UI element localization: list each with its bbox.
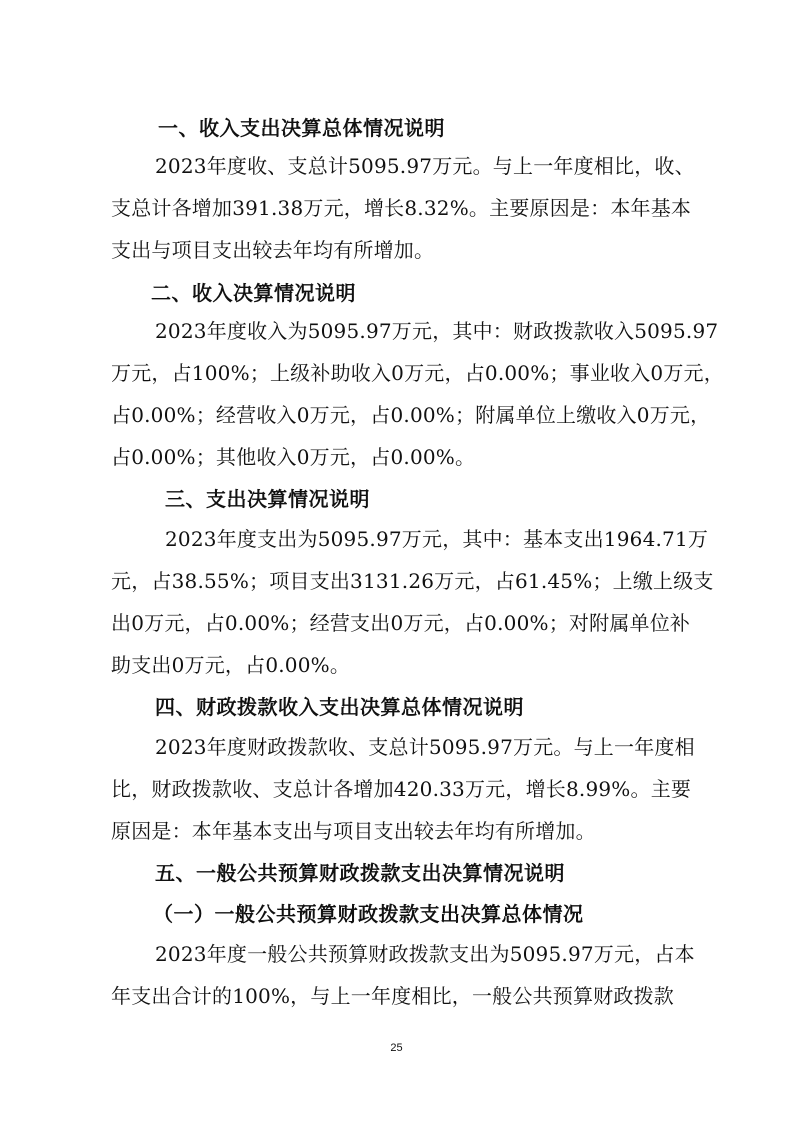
- paragraph-line: 元，占38.55%；项目支出3131.26万元，占61.45%；上缴上级支: [111, 569, 714, 593]
- page-number: 25: [390, 1042, 403, 1054]
- section-heading-3: 三、支出决算情况说明: [165, 487, 370, 511]
- paragraph-line: 2023年度支出为5095.97万元，其中：基本支出1964.71万: [165, 527, 709, 551]
- paragraph-line: 比，财政拨款收、支总计各增加420.33万元，增长8.99%。主要: [111, 777, 692, 801]
- paragraph-line: 占0.00%；经营收入0万元，占0.00%；附属单位上缴收入0万元，: [111, 403, 711, 427]
- paragraph-line: 支总计各增加391.38万元，增长8.32%。主要原因是：本年基本: [111, 196, 692, 220]
- paragraph-line: 原因是：本年基本支出与项目支出较去年均有所增加。: [111, 819, 596, 843]
- paragraph-line: 占0.00%；其他收入0万元，占0.00%。: [111, 445, 476, 469]
- paragraph-line: 万元，占100%；上级补助收入0万元，占0.00%；事业收入0万元，: [111, 361, 724, 385]
- section-heading-1: 一、收入支出决算总体情况说明: [158, 116, 445, 140]
- paragraph-line: 助支出0万元，占0.00%。: [111, 653, 351, 677]
- section-heading-4: 四、财政拨款收入支出决算总体情况说明: [155, 695, 524, 719]
- section-heading-2: 二、收入决算情况说明: [151, 281, 356, 305]
- paragraph-line: 年支出合计的100%，与上一年度相比，一般公共预算财政拨款: [111, 984, 674, 1008]
- paragraph-line: 出0万元，占0.00%；经营支出0万元，占0.00%；对附属单位补: [111, 611, 691, 635]
- subsection-heading: （一）一般公共预算财政拨款支出决算总体情况: [153, 902, 584, 926]
- section-heading-5: 五、一般公共预算财政拨款支出决算情况说明: [155, 861, 565, 885]
- paragraph-line: 支出与项目支出较去年均有所增加。: [111, 238, 435, 262]
- paragraph-line: 2023年度收入为5095.97万元，其中：财政拨款收入5095.97: [155, 319, 719, 343]
- paragraph-line: 2023年度一般公共预算财政拨款支出为5095.97万元，占本: [155, 942, 695, 966]
- paragraph-line: 2023年度收、支总计5095.97万元。与上一年度相比，收、: [155, 154, 695, 178]
- paragraph-line: 2023年度财政拨款收、支总计5095.97万元。与上一年度相: [155, 735, 695, 759]
